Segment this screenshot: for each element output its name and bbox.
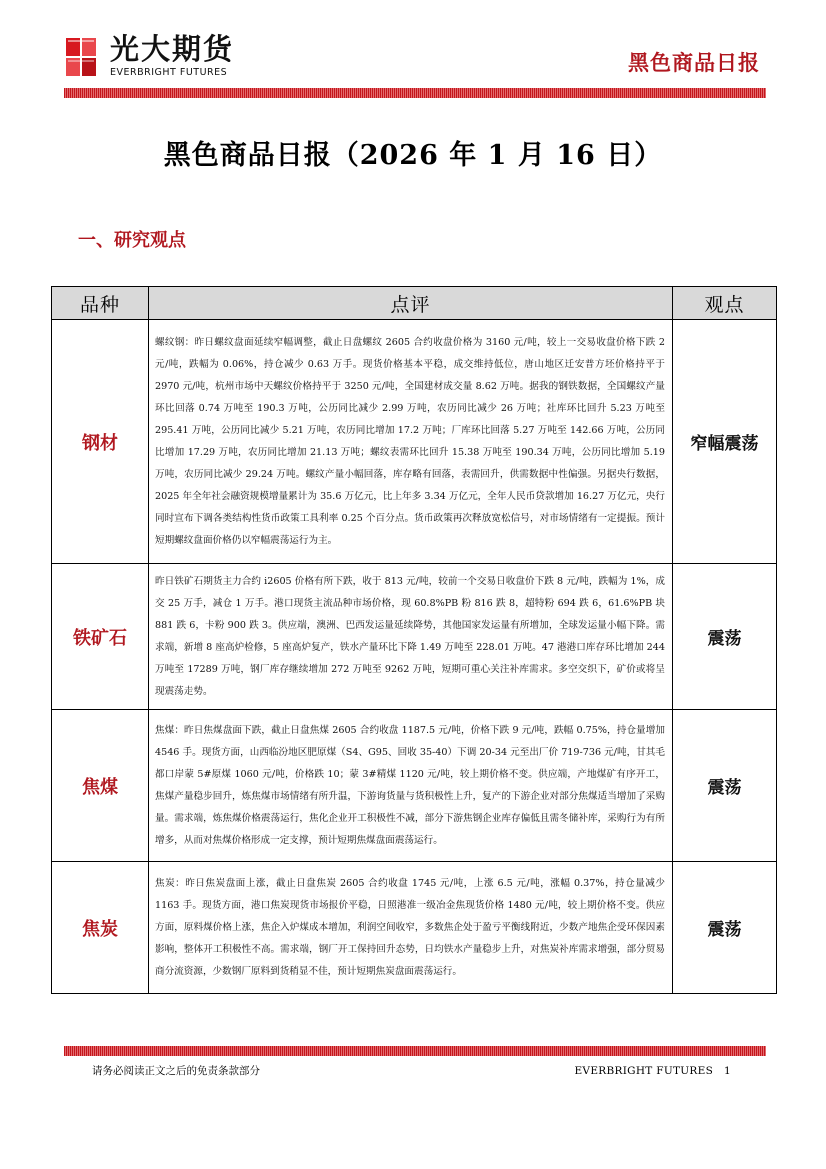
row-category: 焦煤: [52, 710, 149, 862]
row-view: 震荡: [673, 710, 777, 862]
row-view: 震荡: [673, 862, 777, 994]
header-comment: 点评: [149, 287, 673, 320]
row-view: 窄幅震荡: [673, 320, 777, 564]
row-category: 铁矿石: [52, 564, 149, 710]
row-comment: 焦炭：昨日焦炭盘面上涨，截止日盘焦炭 2605 合约收盘 1745 元/吨，上涨 6.5 元/吨，涨幅 0.37%，持仓量减少 1163 手。现货方面，港口焦炭现货市场报价平稳，日照港准一级冶金焦现货价格 1480 元/吨，较上期价格不变。供应方面，原料煤价格上涨，焦企入炉煤成本增加，利润空间收窄，多数焦企处于盈亏平衡线附近，少数产地焦企受环保因素影响，整体开工积极性不高。需求端，钢厂开工保持回升态势，日均铁水产量稳步上升，对焦炭补库需求增强，部分贸易商分流资源，少数钢厂原料到货稍显不佳，预计短期焦炭盘面震荡运行。: [149, 862, 673, 994]
page-number: 1: [724, 1065, 731, 1077]
everbright-logo-icon: [64, 34, 98, 80]
brand-name-en: EVERBRIGHT FUTURES: [110, 67, 228, 78]
header-view: 观点: [673, 287, 777, 320]
table-header-row: [52, 287, 777, 320]
footer-disclaimer: 请务必阅读正文之后的免责条款部分: [92, 1065, 260, 1077]
row-view: 震荡: [673, 564, 777, 710]
row-comment: 昨日铁矿石期货主力合约 i2605 价格有所下跌，收于 813 元/吨，较前一个交易日收盘价下跌 8 元/吨，跌幅为 1%，成交 25 万手，减仓 1 万手。港口现货主流品种市场价格，现 60.8%PB 粉 816 跌 8，超特粉 694 跌 6，61.6%PB 块 881 跌 6，卡粉 900 跌 3。供应端，澳洲、巴西发运量延续降势，其他国家发运量有所增加，全球发运量小幅下降。需求端，新增 8 座高炉检修，5 座高炉复产，铁水产量环比下降 1.49 万吨至 228.01 万吨。47 港港口库存环比增加 244 万吨至 17289 万吨，钢厂库存继续增加 272 万吨至 9262 万吨，短期可重心关注补库需求。多空交织下，矿价或将呈现震荡走势。: [149, 564, 673, 710]
document-title: 黑色商品日报（2026 年 1 月 16 日）: [163, 140, 663, 171]
footer-company: EVERBRIGHT FUTURES: [574, 1065, 714, 1077]
row-comment: 螺纹钢：昨日螺纹盘面延续窄幅调整，截止日盘螺纹 2605 合约收盘价格为 3160 元/吨，较上一交易收盘价格下跌 2 元/吨，跌幅为 0.06%，持仓减少 0.63 万手。现货价格基本平稳，成交维持低位，唐山地区迁安普方坯价格持平于 2970 元/吨，杭州市场中天螺纹价格持平于 3250 元/吨，全国建材成交量 8.62 万吨。据我的钢铁数据，全国螺纹产量环比回落 0.74 万吨至 190.3 万吨，公历同比减少 2.99 万吨，农历同比减少 26 万吨；社库环比回升 5.23 万吨至 295.41 万吨，公历同比减少 5.21 万吨，农历同比增加 17.2 万吨；厂库环比回落 5.27 万吨至 142.66 万吨，公历同比增加 17.29 万吨，农历同比增加 21.13 万吨；螺纹表需环比回升 15.38 万吨至 190.34 万吨，公历同比增加 5.19 万吨，农历同比减少 29.24 万吨。螺纹产量小幅回落，库存略有回落，表需回升，供需数据中性偏强。另据央行数据，2025 年全年社会融资规模增量累计为 35.6 万亿元，比上年多 3.34 万亿元，全年人民币贷款增加 16.27 万亿元，央行同时宣布下调各类结构性货币政策工具利率 0.25 个百分点。货币政策再次释放宽松信号，对市场情绪有一定提振。预计短期螺纹盘面价格仍以窄幅震荡运行为主。: [149, 320, 673, 564]
table-row: [52, 710, 777, 862]
footer-divider: [64, 1046, 766, 1056]
table-row: [52, 320, 777, 564]
row-category: 钢材: [52, 320, 149, 564]
page-header: [0, 0, 826, 100]
table-row: [52, 564, 777, 710]
table-row: [52, 862, 777, 994]
row-category: 焦炭: [52, 862, 149, 994]
header-category: 品种: [52, 287, 149, 320]
section-heading: 一、研究观点: [78, 230, 186, 251]
footer-company-page: [574, 1064, 731, 1078]
header-divider: [64, 88, 766, 98]
report-name: 黑色商品日报: [628, 51, 760, 75]
research-table: [51, 286, 777, 994]
row-comment: 焦煤：昨日焦煤盘面下跌，截止日盘焦煤 2605 合约收盘 1187.5 元/吨，价格下跌 9 元/吨，跌幅 0.75%，持仓量增加 4546 手。现货方面，山西临汾地区肥原煤（S4、G95、回收 35-40）下调 20-34 元至出厂价 719-736 元/吨，甘其毛都口岸蒙 5#原煤 1060 元/吨，价格跌 10；蒙 3#精煤 1120 元/吨，较上期价格不变。供应端，产地煤矿有序开工，焦煤产量稳步回升，炼焦煤市场情绪有所升温，下游询货量与货积极性上升，复产的下游企业对部分焦煤适当增加了采购量。需求端，炼焦煤价格震荡运行，焦化企业开工积极性不减，部分下游焦钢企业库存偏低且需冬储补库，采购行为有所增多，从而对焦煤价格形成一定支撑，预计短期焦煤盘面震荡运行。: [149, 710, 673, 862]
brand-name-cn: 光大期货: [110, 32, 235, 66]
